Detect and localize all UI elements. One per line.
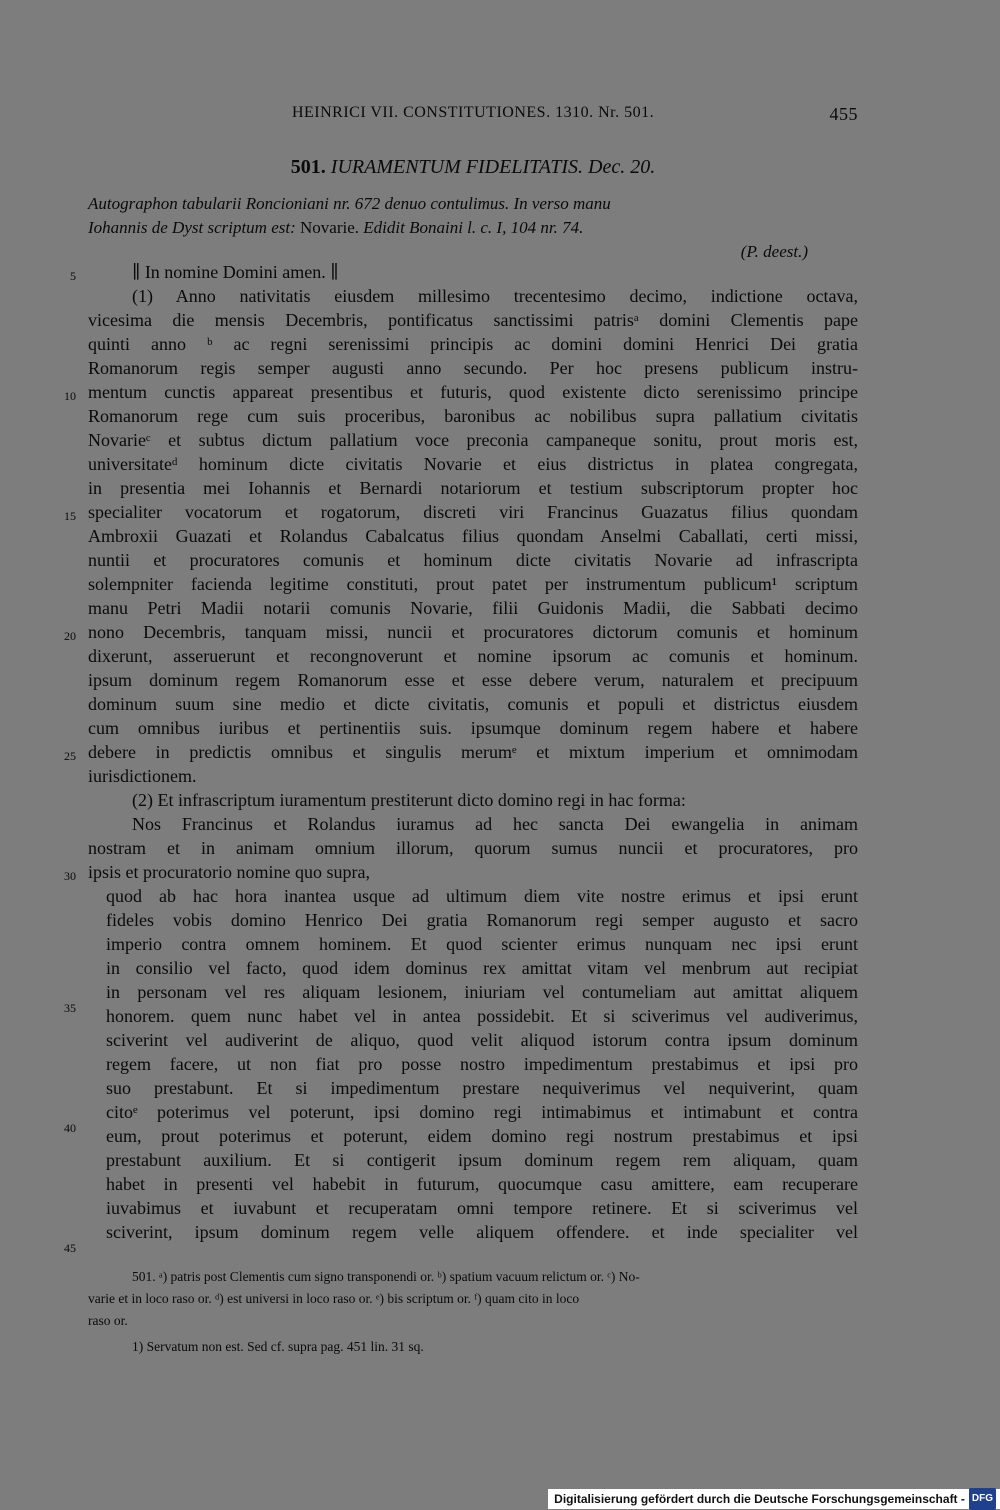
line-number: 5 bbox=[70, 269, 76, 283]
text-line: Ambroxii Guazati et Rolandus Cabalcatus filius quondam Anselmi Caballati, certi missi, bbox=[88, 526, 858, 546]
text-line: vicesima die mensis Decembris, pontificatus sanctissimi patrisᵃ domini Clementis pape bbox=[88, 310, 858, 330]
text-line: nostram et in animam omnium illorum, quorum sumus nuncii et procuratores, pro bbox=[88, 838, 858, 858]
dfg-banner-text: Digitalisierung gefördert durch die Deutsche Forschungsgemeinschaft - bbox=[554, 1492, 965, 1506]
document-body bbox=[88, 260, 858, 1244]
page-number: 455 bbox=[829, 104, 858, 124]
text-line: manu Petri Madii notarii comunis Novarie, filii Guidonis Madii, die Sabbati decimo bbox=[88, 598, 858, 618]
line-number: 45 bbox=[64, 1241, 76, 1255]
footnote-line: 501. ᵃ) patris post Clementis cum signo transponendi or. ᵇ) spatium vacuum relictum or. ᶜ) No- bbox=[132, 1269, 640, 1284]
text-line: cum omnibus iuribus et pertinentiis suis. ipsumque dominum regem habere et habere bbox=[88, 718, 858, 738]
source-note bbox=[88, 192, 858, 264]
text-line: fideles vobis domino Henrico Dei gratia Romanorum regi semper augusto et sacro bbox=[106, 910, 858, 930]
line-number: 25 bbox=[64, 749, 76, 763]
text-line: quinti anno ᵇ ac regni serenissimi principis ac domini domini Henrici Dei gratia bbox=[88, 334, 858, 354]
running-title: HEINRICI VII. CONSTITUTIONES. 1310. Nr. 501. bbox=[291, 104, 655, 121]
source-line-3: (P. deest.) bbox=[740, 242, 808, 261]
text-line: in consilio vel facto, quod idem dominus rex amittat vitam vel menbrum aut recipiat bbox=[106, 958, 858, 978]
text-line: imperio contra omnem hominem. Et quod scienter erimus nunquam nec ipsi erunt bbox=[106, 934, 858, 954]
text-line: habet in presenti vel habebit in futurum, quocumque casu amittere, eam recuperare bbox=[106, 1174, 858, 1194]
document-date: Dec. 20. bbox=[588, 156, 656, 178]
source-line-2: Iohannis de Dyst scriptum est: Novarie. Edidit Bonaini l. c. I, 104 nr. 74. bbox=[88, 218, 584, 237]
text-line: dixerunt, asseruerunt et recongnoverunt et nomine ipsorum ac comunis et hominum. bbox=[88, 646, 858, 666]
text-line: solempniter facienda legitime constituti, prout patet per instrumentum publicum¹ scriptum bbox=[88, 574, 858, 594]
line-number: 10 bbox=[64, 389, 76, 403]
text-line: Nos Francinus et Rolandus iuramus ad hec sancta Dei ewangelia in animam bbox=[132, 814, 858, 834]
text-line: iuvabimus et iuvabunt et recuperatam omni tempore retinere. Et si sciverimus vel bbox=[106, 1198, 858, 1218]
text-line: Novarieᶜ et subtus dictum pallatium voce preconia campaneque sonitu, prout moris est, bbox=[88, 430, 858, 450]
line-number: 15 bbox=[64, 509, 76, 523]
text-line: eum, prout poterimus et poterunt, eidem domino regi nostrum prestabimus et ipsi bbox=[106, 1126, 858, 1146]
footnote-line: raso or. bbox=[88, 1313, 128, 1328]
text-line: nuntii et procuratores comunis et hominum dicte civitatis Novarie ad infrascripta bbox=[88, 550, 858, 570]
text-line: Romanorum rege cum suis proceribus, baronibus ac nobilibus supra pallatium civitatis bbox=[88, 406, 858, 426]
line-number: 40 bbox=[64, 1121, 76, 1135]
text-line: debere in predictis omnibus et singulis merumᵉ et mixtum imperium et omnimodam bbox=[88, 742, 858, 762]
text-line: iurisdictionem. bbox=[88, 766, 197, 786]
text-line: sciverint, ipsum dominum regem velle aliquem offendere. et inde specialiter vel bbox=[106, 1222, 858, 1242]
source-line-1: Autographon tabularii Roncioniani nr. 672 denuo contulimus. In verso manu bbox=[88, 194, 611, 213]
text-line: universitateᵈ hominum dicte civitatis Novarie et eius districtus in platea congregata, bbox=[88, 454, 858, 474]
text-line: in presentia mei Iohannis et Bernardi notariorum et testium subscriptorum propter hoc bbox=[88, 478, 858, 498]
line-number: 20 bbox=[64, 629, 76, 643]
document-number: 501. bbox=[290, 156, 326, 178]
text-line: specialiter vocatorum et rogatorum, discreti viri Francinus Guazatus filius quondam bbox=[88, 502, 858, 522]
text-line: ∥ In nomine Domini amen. ∥ bbox=[132, 262, 339, 282]
text-line: nono Decembris, tanquam missi, nuncii et procuratores dictorum comunis et hominum bbox=[88, 622, 858, 642]
text-line: suo prestabunt. Et si impedimentum prestare nequiverimus vel nequiverint, quam bbox=[106, 1078, 858, 1098]
text-line: quod ab hac hora inantea usque ad ultimum diem vite nostre erimus et ipsi erunt bbox=[106, 886, 858, 906]
text-line: ipsum dominum regem Romanorum esse et esse debere verum, naturalem et precipuum bbox=[88, 670, 858, 690]
text-line: ipsis et procuratorio nomine quo supra, bbox=[88, 862, 370, 882]
document-title bbox=[88, 156, 858, 179]
line-number: 30 bbox=[64, 869, 76, 883]
text-line: Romanorum regis semper augusti anno secundo. Per hoc presens publicum instru- bbox=[88, 358, 858, 378]
dfg-banner bbox=[548, 1489, 1000, 1509]
text-line: prestabunt auxilium. Et si contigerit ipsum dominum regem rem aliquam, quam bbox=[106, 1150, 858, 1170]
text-line: dominum suum sine medio et dicte civitatis, comunis et populi et districtus eiusdem bbox=[88, 694, 858, 714]
text-line: (2) Et infrascriptum iuramentum prestiterunt dicto domino regi in hac forma: bbox=[132, 790, 686, 810]
running-header bbox=[88, 104, 858, 128]
text-line: in personam vel res aliquam lesionem, iniuriam vel contumeliam aut amittat aliquem bbox=[106, 982, 858, 1002]
text-line: (1) Anno nativitatis eiusdem millesimo trecentesimo decimo, indictione octava, bbox=[132, 286, 858, 306]
footnotes bbox=[88, 1266, 858, 1358]
text-line: mentum cunctis appareat presentibus et futuris, quod existente dicto serenissimo principe bbox=[88, 382, 858, 402]
text-line: citoᵉ poterimus vel poterunt, ipsi domino regi intimabimus et intimabunt et contra bbox=[106, 1102, 858, 1122]
document-title-text: IURAMENTUM FIDELITATIS. bbox=[330, 156, 583, 178]
footnote-line: varie et in loco raso or. ᵈ) est universi in loco raso or. ᵉ) bis scriptum or. ᶠ) quam cito in loco bbox=[88, 1291, 580, 1306]
text-line: sciverint vel audiverint de aliquo, quod velit aliquod istorum contra ipsum dominum bbox=[106, 1030, 858, 1050]
text-line: regem facere, ut non fiat pro posse nostro impedimentum prestabimus et ipsi pro bbox=[106, 1054, 858, 1074]
footnote-reference: 1) Servatum non est. Sed cf. supra pag. 451 lin. 31 sq. bbox=[132, 1339, 424, 1354]
dfg-logo: DFG bbox=[969, 1488, 996, 1510]
line-number: 35 bbox=[64, 1001, 76, 1015]
text-line: honorem. quem nunc habet vel in antea possidebit. Et si sciverimus vel audiverimus, bbox=[106, 1006, 858, 1026]
